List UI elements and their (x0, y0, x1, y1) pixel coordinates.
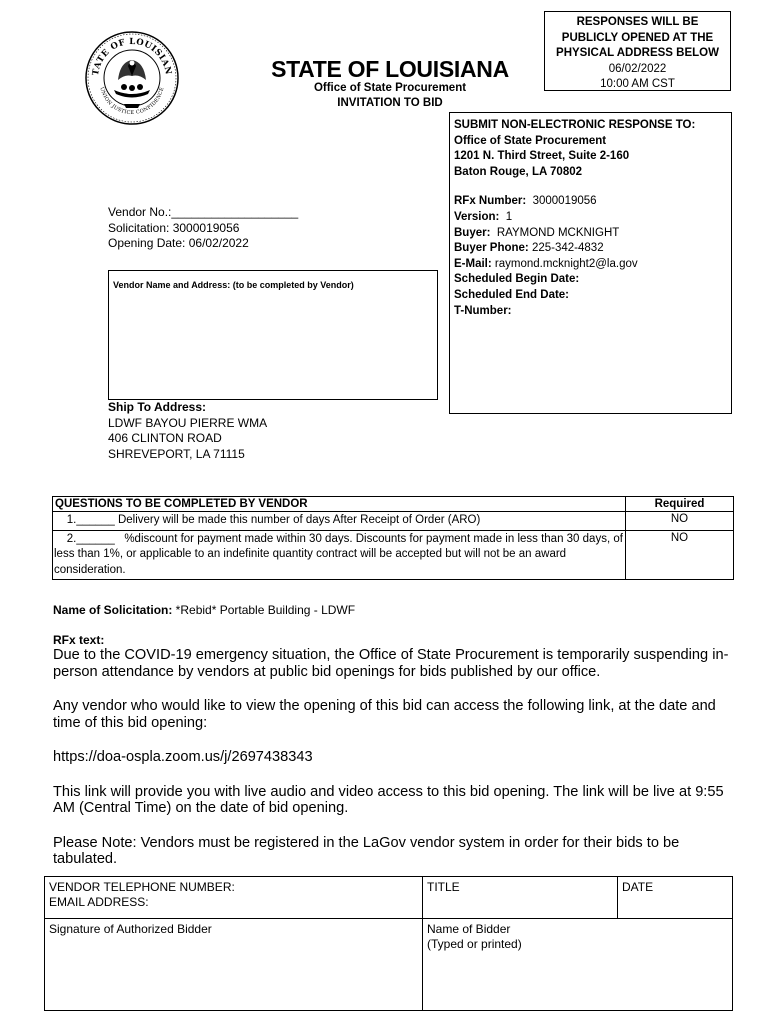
version-label: Version: (454, 210, 500, 223)
ship-to-line: SHREVEPORT, LA 71115 (108, 446, 245, 461)
submit-address-line: 1201 N. Third Street, Suite 2-160 (454, 150, 630, 163)
question-required: NO (626, 512, 734, 531)
question-text[interactable]: 1.______ Delivery will be made this number of days After Receipt of Order (ARO) (53, 512, 626, 531)
buyer-phone-label: Buyer Phone: (454, 242, 529, 255)
ship-to-line: 406 CLINTON ROAD (108, 431, 222, 445)
submit-address-line: Baton Rouge, LA 70802 (454, 165, 583, 178)
version-value: 1 (505, 210, 513, 223)
bidder-name-label: Name of Bidder (427, 922, 511, 936)
t-number-label: T-Number: (454, 304, 512, 317)
solicitation-number: Solicitation: 3000019056 (108, 220, 240, 235)
public-opening-notice (544, 11, 731, 91)
page-title: STATE OF LOUISIANA (271, 56, 509, 82)
questions-header: QUESTIONS TO BE COMPLETED BY VENDOR (53, 497, 626, 512)
document-type: INVITATION TO BID (337, 97, 443, 109)
table-row (53, 530, 734, 580)
vendor-email-label: EMAIL ADDRESS: (49, 895, 149, 909)
rfx-paragraph: Please Note: Vendors must be registered in the LaGov vendor system in order for their bids to be tabulated. (53, 834, 680, 867)
zoom-link[interactable]: https://doa-ospla.zoom.us/j/2697438343 (53, 749, 313, 765)
buyer-row (454, 226, 727, 242)
seal-emblem-icon (84, 30, 180, 126)
vendor-number-field[interactable]: Vendor No.:___________________ (108, 205, 299, 219)
vendor-box-label: Vendor Name and Address: (to be completed by Vendor) (113, 280, 354, 290)
opening-date: Opening Date: 06/02/2022 (108, 236, 249, 250)
notice-time: 10:00 AM CST (600, 78, 675, 90)
email-value: raymond.mcknight2@la.gov (494, 257, 638, 270)
ship-to-label: Ship To Address: (108, 400, 207, 414)
rfx-number-row (454, 194, 727, 210)
begin-date-label: Scheduled Begin Date: (454, 273, 580, 286)
seal-text-top: TATE OF LOUISIAN (91, 36, 173, 77)
rfx-paragraph: Any vendor who would like to view the opening of this bid can access the following link, at the date and time of this bid opening: (53, 698, 716, 731)
ship-to-line: LDWF BAYOU PIERRE WMA (108, 415, 268, 430)
state-seal (84, 30, 180, 126)
solicitation-name-label: Name of Solicitation: (53, 603, 173, 617)
solicitation-name (53, 603, 355, 617)
vendor-contact-cell[interactable] (45, 877, 423, 919)
seal-text-bottom: UNION JUSTICE CONFIDENCE (98, 86, 166, 117)
buyer-phone-row (454, 241, 727, 257)
buyer-value: RAYMOND MCKNIGHT (496, 226, 620, 239)
signature-cell[interactable] (45, 919, 423, 1011)
office-name: Office of State Procurement (313, 82, 467, 94)
bidder-name-cell[interactable] (423, 919, 733, 1011)
title-label: TITLE (427, 880, 460, 894)
notice-line: RESPONSES WILL BE (576, 16, 699, 28)
signature-table (44, 876, 733, 1011)
buyer-phone-value: 225-342-4832 (531, 242, 604, 255)
rfx-number-label: RFx Number: (454, 195, 527, 208)
rfx-number-value: 3000019056 (532, 195, 597, 208)
email-label: E-Mail: (454, 257, 492, 270)
title-cell[interactable] (423, 877, 618, 919)
rfx-text-label: RFx text: (53, 633, 105, 647)
vendor-name-address-box[interactable] (108, 270, 438, 400)
date-cell[interactable] (618, 877, 733, 919)
notice-line: PHYSICAL ADDRESS BELOW (556, 47, 719, 59)
vendor-phone-label: VENDOR TELEPHONE NUMBER: (49, 880, 235, 894)
solicitation-name-value: *Rebid* Portable Building - LDWF (172, 603, 356, 617)
submit-response-box (449, 112, 732, 414)
bidder-name-sub: (Typed or printed) (427, 937, 522, 951)
rfx-paragraph: This link will provide you with live audio and video access to this bid opening. The link will be live at 9:55 AM (Central Time) on the date of bid opening. (53, 783, 724, 816)
email-row (454, 257, 727, 273)
date-label: DATE (622, 880, 654, 894)
signature-label: Signature of Authorized Bidder (49, 922, 212, 936)
notice-line: PUBLICLY OPENED AT THE (561, 31, 714, 44)
submit-heading: SUBMIT NON-ELECTRONIC RESPONSE TO: (454, 119, 696, 131)
end-date-label: Scheduled End Date: (454, 288, 570, 301)
vendor-info (108, 205, 298, 252)
ship-to-address (108, 400, 267, 462)
submit-address-line: Office of State Procurement (454, 134, 607, 147)
version-row (454, 210, 727, 226)
buyer-label: Buyer: (454, 226, 491, 239)
question-text[interactable]: 2.______ %discount for payment made within 30 days. Discounts for payment made in less than 30 days, of less than 1%, or applicable to an indefinite quantity contract will be accepted but will not be an award consideration. (53, 530, 626, 580)
vendor-questions-table (52, 496, 734, 580)
required-header: Required (626, 497, 734, 512)
rfx-text-body (53, 647, 743, 886)
notice-date: 06/02/2022 (608, 62, 667, 75)
rfx-paragraph: Due to the COVID-19 emergency situation, the Office of State Procurement is temporarily suspending in-person attendance by vendors at public bid openings for bids published by our office. (53, 647, 729, 680)
table-row (53, 512, 734, 531)
question-required: NO (626, 530, 734, 580)
